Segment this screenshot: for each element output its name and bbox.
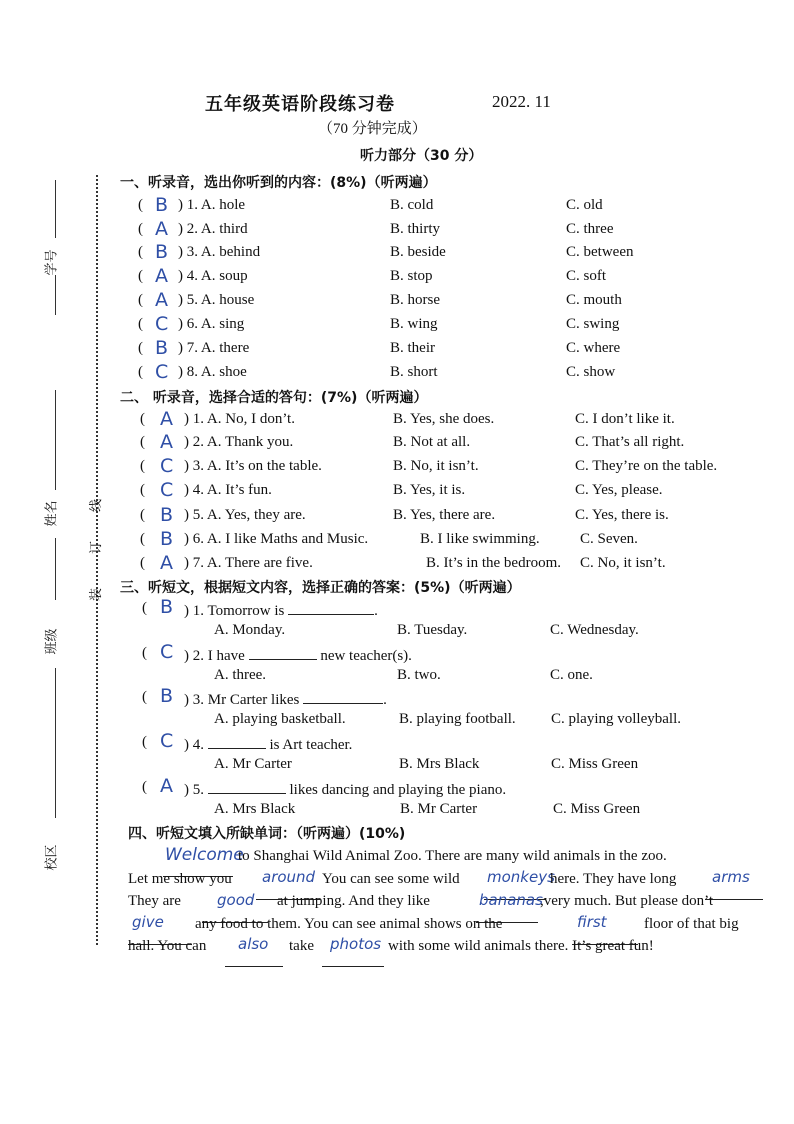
- handwritten-answer: A: [160, 408, 173, 430]
- option-a: ) 8. A. shoe: [178, 364, 247, 380]
- option-c: C. Seven.: [580, 531, 638, 547]
- option-b: B. wing: [390, 316, 438, 332]
- option-a: ) 4. A. It’s fun.: [184, 482, 272, 498]
- option-c: C. That’s all right.: [575, 434, 685, 450]
- option-a: A. playing basketball.: [214, 711, 346, 727]
- option-a: ) 7. A. There are five.: [184, 555, 313, 571]
- answer-blank: [303, 689, 383, 704]
- class-label: 班级: [44, 628, 60, 655]
- question-stem: ) 2. I have: [184, 648, 245, 664]
- option-c: C. show: [566, 364, 616, 380]
- option-b: B. Yes, there are.: [393, 507, 496, 523]
- question-tail: likes dancing and playing the piano.: [289, 782, 507, 798]
- handwritten-answer: B: [160, 528, 174, 550]
- binding-dotted-line: [96, 175, 98, 945]
- answer-blank: [288, 600, 374, 615]
- cloze-blank-10: [322, 952, 384, 967]
- option-a: ) 3. A. It’s on the table.: [184, 458, 322, 474]
- handwritten-answer: B: [160, 504, 174, 526]
- option-b: B. No, it isn’t.: [393, 458, 479, 474]
- option-b: B. beside: [390, 244, 446, 260]
- student-no-line-2: [55, 275, 56, 315]
- option-b: B. Mr Carter: [400, 801, 478, 817]
- option-a: ) 1. A. No, I don’t.: [184, 411, 295, 427]
- handwritten-answer: C: [160, 730, 174, 752]
- cloze-answer-4: arms: [712, 868, 750, 886]
- cloze-answer-5: good: [217, 891, 255, 909]
- cloze-answer-1: Welcome: [165, 845, 244, 865]
- seal-ding-mark: 订: [89, 540, 105, 555]
- question-tail: .: [374, 603, 378, 619]
- option-b: B. stop: [390, 268, 433, 284]
- handwritten-answer: A: [160, 775, 173, 797]
- question-stem: ) 1. Tomorrow is: [184, 603, 285, 619]
- option-a: A. Monday.: [214, 622, 286, 638]
- handwritten-answer: C: [160, 479, 174, 501]
- option-b: B. thirty: [390, 221, 441, 237]
- option-b: B. I like swimming.: [420, 531, 540, 547]
- seal-line-mark: 线: [89, 498, 105, 513]
- option-a: A. three.: [214, 667, 267, 683]
- question-tail: is Art teacher.: [269, 737, 353, 753]
- name-line: [55, 390, 56, 490]
- option-b: B. Yes, it is.: [393, 482, 466, 498]
- section-2-heading: 二、 听录音，选择合适的答句：(7%)（听两遍）: [120, 390, 428, 406]
- school-label: 校区: [44, 844, 60, 871]
- handwritten-answer: A: [155, 289, 168, 311]
- answer-blank: [249, 645, 317, 660]
- student-no-line: [55, 180, 56, 238]
- name-line-2: [55, 538, 56, 600]
- section-3-heading: 三、听短文，根据短文内容，选择正确的答案：(5%)（听两遍）: [120, 580, 521, 596]
- option-a: ) 2. A. Thank you.: [184, 434, 294, 450]
- option-c: C. They’re on the table.: [575, 458, 718, 474]
- cloze-blank-9: [225, 952, 283, 967]
- option-c: C. No, it isn’t.: [580, 555, 666, 571]
- exam-date: 2022. 11: [492, 92, 551, 111]
- option-b: B. Yes, she does.: [393, 411, 495, 427]
- answer-blank: [208, 734, 266, 749]
- name-label: 姓名: [44, 500, 60, 527]
- cloze-text-3c: ,very much. But please don’t: [540, 893, 714, 909]
- handwritten-answer: B: [155, 337, 169, 359]
- cloze-text-3a: They are: [128, 893, 181, 909]
- option-b: B. Mrs Black: [399, 756, 480, 772]
- option-b: B. short: [390, 364, 438, 380]
- option-c: C. playing volleyball.: [551, 711, 681, 727]
- option-a: ) 7. A. there: [178, 340, 250, 356]
- option-b: B. It’s in the bedroom.: [426, 555, 561, 571]
- option-c: C. old: [566, 197, 603, 213]
- option-c: C. soft: [566, 268, 607, 284]
- option-c: C. three: [566, 221, 614, 237]
- option-b: B. Tuesday.: [397, 622, 468, 638]
- section-4-heading: 四、听短文填入所缺单词：（听两遍）(10%): [128, 826, 406, 842]
- handwritten-answer: C: [155, 361, 169, 383]
- question-stem: ) 3. Mr Carter likes: [184, 692, 300, 708]
- option-c: C. I don’t like it.: [575, 411, 675, 427]
- cloze-text-4b: floor of that big: [644, 916, 739, 932]
- handwritten-answer: A: [160, 431, 173, 453]
- cloze-blank-4: [705, 885, 763, 900]
- part-title: 听力部分（30 分）: [360, 148, 483, 164]
- option-c: C. between: [566, 244, 634, 260]
- handwritten-answer: C: [160, 641, 174, 663]
- option-a: A. Mr Carter: [214, 756, 292, 772]
- option-c: C. Yes, there is.: [575, 507, 669, 523]
- cloze-answer-6: bananas: [479, 891, 543, 909]
- question-stem: ) 4.: [184, 737, 204, 753]
- cloze-answer-2: around: [262, 868, 316, 886]
- cloze-text-2b: You can see some wild: [322, 871, 460, 887]
- handwritten-answer: B: [160, 596, 174, 618]
- option-c: C. mouth: [566, 292, 622, 308]
- time-note: （70 分钟完成）: [318, 121, 427, 137]
- option-a: ) 6. A. I like Maths and Music.: [184, 531, 369, 547]
- cloze-answer-3: monkeys: [487, 868, 555, 886]
- option-b: B. horse: [390, 292, 440, 308]
- cloze-text-1: to Shanghai Wild Animal Zoo. There are many wild animals in the zoo.: [238, 848, 667, 864]
- cloze-text-5c: with some wild animals there. It’s great fun!: [388, 938, 654, 954]
- class-line: [55, 668, 56, 818]
- cloze-answer-10: photos: [330, 935, 382, 953]
- option-a: ) 3. A. behind: [178, 244, 261, 260]
- cloze-text-4a: any food to them. You can see animal shows on the: [195, 916, 503, 932]
- option-c: C. one.: [550, 667, 593, 683]
- answer-blank: [208, 779, 286, 794]
- handwritten-answer: C: [155, 313, 169, 335]
- option-b: B. their: [390, 340, 435, 356]
- option-c: C. Wednesday.: [550, 622, 639, 638]
- option-c: C. Miss Green: [551, 756, 639, 772]
- section-1-heading: 一、听录音，选出你听到的内容：(8%)（听两遍）: [120, 175, 437, 191]
- option-b: B. Not at all.: [393, 434, 471, 450]
- option-c: C. swing: [566, 316, 620, 332]
- cloze-answer-8: first: [577, 913, 607, 931]
- student-no-label: 学号: [44, 249, 60, 276]
- cloze-answer-9: also: [238, 935, 269, 953]
- option-a: ) 6. A. sing: [178, 316, 245, 332]
- option-b: B. cold: [390, 197, 434, 213]
- handwritten-answer: B: [160, 685, 174, 707]
- option-c: C. where: [566, 340, 621, 356]
- option-a: A. Mrs Black: [214, 801, 296, 817]
- question-tail: new teacher(s).: [320, 648, 412, 664]
- question-tail: .: [383, 692, 387, 708]
- option-a: ) 2. A. third: [178, 221, 248, 237]
- page-title: 五年级英语阶段练习卷: [205, 94, 395, 115]
- option-a: ) 5. A. house: [178, 292, 255, 308]
- option-c: C. Miss Green: [553, 801, 641, 817]
- option-a: ) 5. A. Yes, they are.: [184, 507, 306, 523]
- handwritten-answer: B: [155, 194, 169, 216]
- handwritten-answer: A: [155, 218, 168, 240]
- handwritten-answer: A: [155, 265, 168, 287]
- handwritten-answer: C: [160, 455, 174, 477]
- option-b: B. playing football.: [399, 711, 516, 727]
- cloze-text-3b: at jumping. And they like: [277, 893, 430, 909]
- option-a: ) 4. A. soup: [178, 268, 248, 284]
- handwritten-answer: A: [160, 552, 173, 574]
- cloze-text-5a: hall. You can: [128, 938, 207, 954]
- option-a: ) 1. A. hole: [178, 197, 246, 213]
- cloze-answer-7: give: [132, 913, 164, 931]
- cloze-text-2c: here. They have long: [550, 871, 677, 887]
- handwritten-answer: B: [155, 241, 169, 263]
- cloze-text-2a: Let me show you: [128, 871, 232, 887]
- option-b: B. two.: [397, 667, 441, 683]
- question-stem: ) 5.: [184, 782, 204, 798]
- cloze-text-5b: take: [289, 938, 314, 954]
- option-c: C. Yes, please.: [575, 482, 663, 498]
- seal-zhuang-mark: 装: [89, 587, 105, 602]
